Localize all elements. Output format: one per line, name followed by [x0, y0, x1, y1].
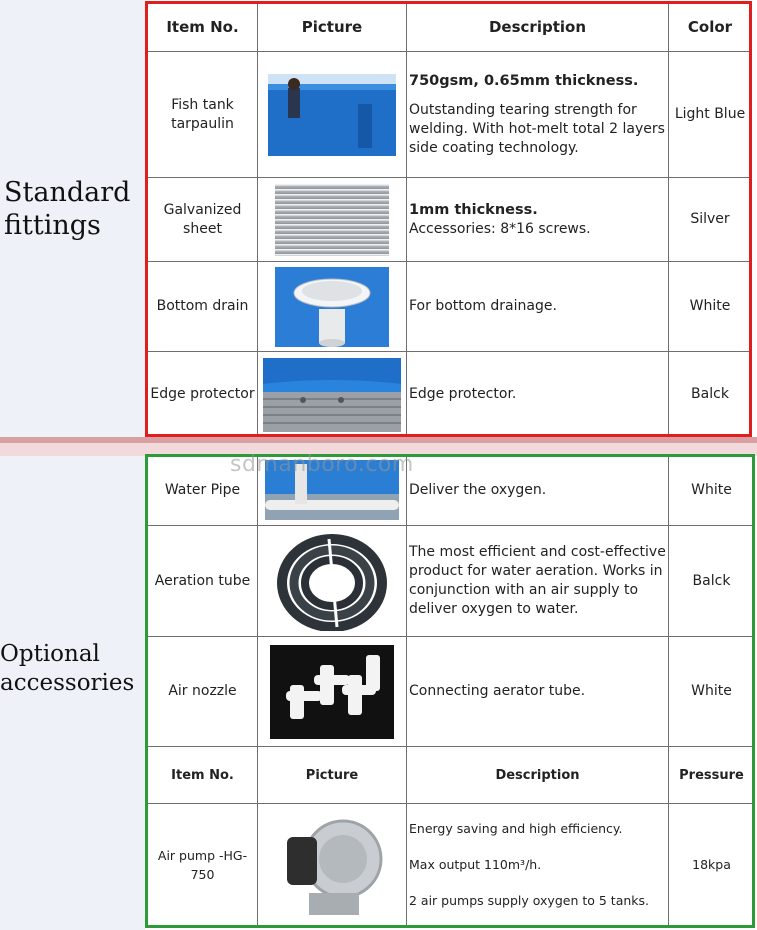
air-nozzle-photo — [258, 637, 407, 747]
header-picture: Picture — [258, 747, 407, 804]
description-line: Energy saving and high efficiency. — [409, 821, 623, 836]
item-name: Bottom drain — [148, 262, 258, 352]
watermark: sdmanboro.com — [230, 452, 414, 477]
table-row — [148, 262, 752, 352]
description-text: Outstanding tearing strength for welding. With hot-melt total 2 layers side coating technology. — [409, 101, 665, 156]
item-name: Fish tank tarpaulin — [148, 52, 258, 178]
header-description: Description — [407, 747, 669, 804]
description-text: Accessories: 8*16 screws. — [409, 220, 591, 237]
item-description — [407, 52, 669, 178]
item-description: Connecting aerator tube. — [407, 637, 669, 747]
item-name: Air nozzle — [148, 637, 258, 747]
table-row — [148, 455, 755, 526]
header-pressure: Pressure — [669, 747, 755, 804]
galvanized-sheet-photo — [258, 178, 407, 262]
bottom-drain-photo — [258, 262, 407, 352]
optional-accessories-table — [147, 454, 755, 926]
item-color: Light Blue — [669, 52, 752, 178]
item-description: Edge protector. — [407, 352, 669, 438]
header-item: Item No. — [148, 747, 258, 804]
optional-accessories-label: Optional accessories — [0, 641, 135, 696]
item-description — [407, 178, 669, 262]
item-description: Deliver the oxygen. — [407, 455, 669, 526]
left-panel — [0, 0, 145, 930]
description-bold: 750gsm, 0.65mm thickness. — [409, 72, 639, 89]
item-name: Water Pipe — [148, 455, 258, 526]
table-header-row — [148, 4, 752, 52]
edge-protector-photo — [258, 352, 407, 438]
item-color: White — [669, 262, 752, 352]
water-pipe-photo — [258, 455, 407, 526]
item-description: For bottom drainage. — [407, 262, 669, 352]
item-color: White — [669, 455, 755, 526]
description-line: 2 air pumps supply oxygen to 5 tanks. — [409, 893, 650, 908]
header-item: Item No. — [148, 4, 258, 52]
description-line: Max output 110m³/h. — [409, 857, 542, 872]
header-picture: Picture — [258, 4, 407, 52]
item-name: Edge protector — [148, 352, 258, 438]
header-color: Color — [669, 4, 752, 52]
item-description: The most efficient and cost-effective product for water aeration. Works in conjunction with an air supply to deliver oxygen to water. — [407, 526, 669, 637]
table-row — [148, 352, 752, 438]
item-color: Balck — [669, 526, 755, 637]
description-bold: 1mm thickness. — [409, 201, 538, 218]
item-description — [407, 804, 669, 926]
table-row — [148, 526, 755, 637]
aeration-tube-photo — [258, 526, 407, 637]
blue-tarpaulin-photo — [258, 52, 407, 178]
item-pressure: 18kpa — [669, 804, 755, 926]
standard-fittings-label: Standard fittings — [4, 177, 131, 241]
pump-header-row — [148, 747, 755, 804]
standard-fittings-table — [147, 3, 752, 438]
item-color: Silver — [669, 178, 752, 262]
table-row — [148, 637, 755, 747]
table-row — [148, 52, 752, 178]
table-row — [148, 178, 752, 262]
item-color: Balck — [669, 352, 752, 438]
item-name: Aeration tube — [148, 526, 258, 637]
item-name: Galvanized sheet — [148, 178, 258, 262]
header-description: Description — [407, 4, 669, 52]
item-color: White — [669, 637, 755, 747]
air-pump-photo — [258, 804, 407, 926]
table-row — [148, 804, 755, 926]
item-name: Air pump -HG-750 — [148, 804, 258, 926]
